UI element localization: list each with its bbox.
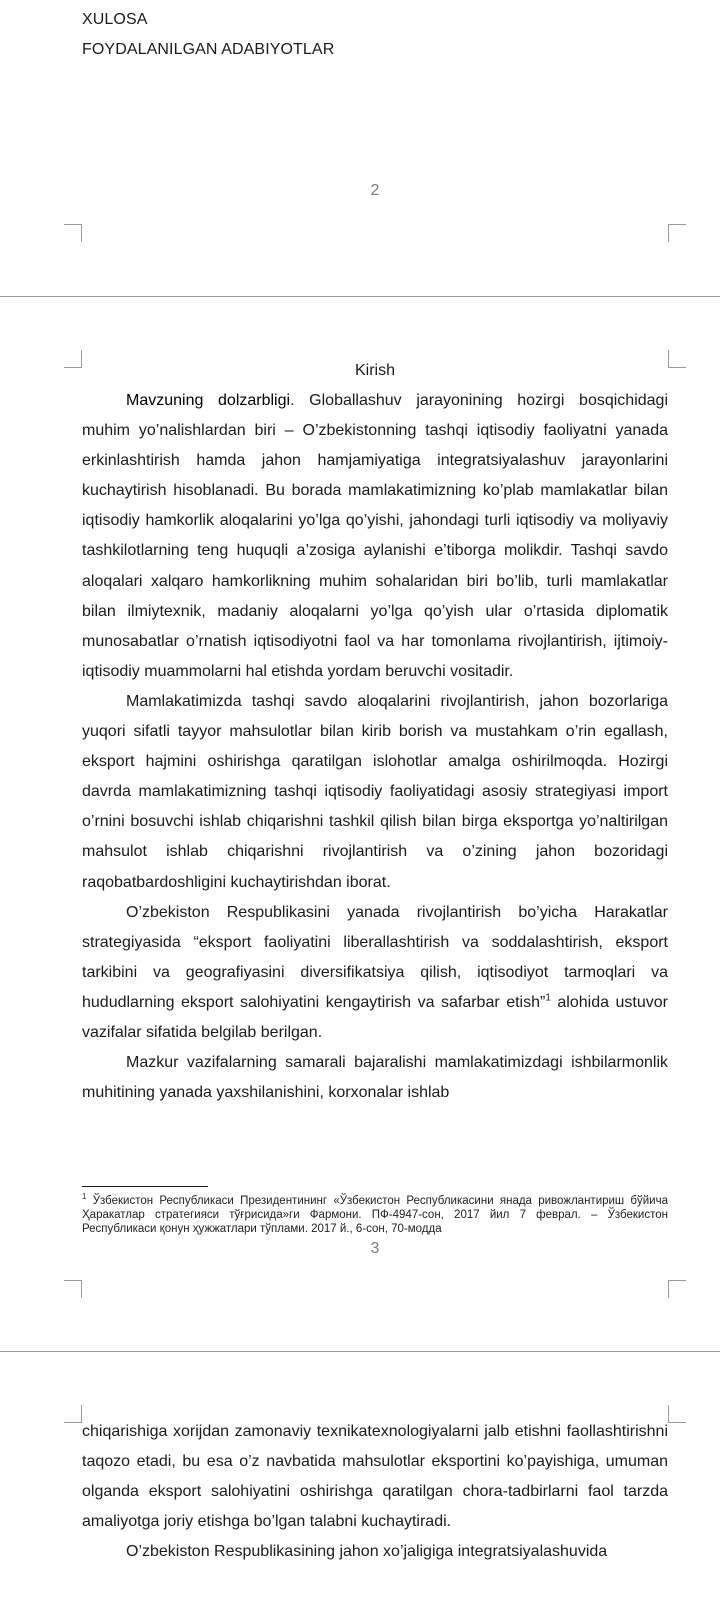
paragraph-lead: Mavzuning dolzarbligi — [126, 392, 291, 409]
crop-mark-bottom-right — [668, 224, 686, 242]
footnote-separator — [82, 1186, 208, 1187]
page-number: 3 — [370, 1240, 380, 1257]
toc-line-references: FOYDALANILGAN ADABIYOTLAR — [82, 41, 335, 58]
paragraph-continued: chiqarishiga xorijdan zamonaviy texnikatexnologiyalarni jalb etishni faollashtirishni taqozo etadi, bu esa o’z navbatida mahsulotlar eksportini ko’payishiga, umuman olganda eksport salohiyatini oshirishga qaratilgan chora-tadbirlarni faol tarzda amaliyotga joriy etishga bo’lgan talabni kuchaytiradi. — [82, 1423, 668, 1531]
crop-mark-bottom-left — [64, 1280, 82, 1298]
page-break-line — [0, 1351, 720, 1352]
page-3 — [0, 298, 720, 1351]
footnote-reference[interactable]: 1 — [545, 992, 551, 1004]
paragraph-1 — [82, 386, 668, 687]
crop-mark-top-left — [64, 1405, 82, 1423]
page-4 — [0, 1353, 720, 1600]
body-text — [82, 1417, 668, 1567]
page-2 — [0, 0, 720, 296]
footnote-mark: 1 — [82, 1192, 87, 1202]
paragraph-next: O’zbekiston Respublikasining jahon xo’jaligiga integratsiyalashuvida — [126, 1543, 608, 1561]
crop-mark-bottom-right — [668, 1280, 686, 1298]
footnote — [82, 1194, 668, 1236]
page-break-line — [0, 296, 720, 297]
paragraph-3-text: O’zbekiston Respublikasini yanada rivojlantirish bo’yicha Harakatlar strategiyasida “eksport faoliyatini liberallashtirish va soddalashtirish, eksport tarkibini va geografiyasini diversifikatsiya qilish, iqtisodiyot tarmoqlari va hududlarning eksport salohiyatini kengaytirish va safarbar etish” — [82, 903, 668, 1011]
paragraph-4: Mazkur vazifalarning samarali bajaralishi mamlakatimizdagi ishbilarmonlik muhitining yanada yaxshilanishini, korxonalar ishlab — [82, 1054, 668, 1102]
body-text — [82, 386, 668, 1108]
section-heading: Kirish — [354, 362, 395, 379]
crop-mark-bottom-left — [64, 224, 82, 242]
paragraph-3-tail: alohida ustuvor vazifalar sifatida belgilab berilgan. — [82, 993, 668, 1041]
paragraph-2: Mamlakatimizda tashqi savdo aloqalarini rivojlantirish, jahon bozorlariga yuqori sifatli tayyor mahsulotlar bilan kirib borish va mustahkam o’rin egallash, eksport hajmini oshirishga qaratilgan islohotlar amalga oshirilmoqda. Hozirgi davrda mamlakatimizning tashqi iqtisodiy faoliyatidagi asosiy strategiyasi import o’rnini bosuvchi ishlab chiqarishni tashkil qilish bilan birga eksportga yo’naltirilgan mahsulot ishlab chiqarishni rivojlantirish va o’zining jahon bozoridagi raqobatbardoshligini kuchaytirishdan iborat. — [82, 692, 668, 891]
crop-mark-top-right — [668, 1405, 686, 1423]
paragraph-3 — [82, 898, 668, 1048]
paragraph-1-text: . Globallashuv jarayonining hozirgi bosqichidagi muhim yo’nalishlardan biri – O’zbekistonning tashqi iqtisodiy faoliyatni yanada erkinlashtirish hamda jahon hamjamiyatiga integratsiyalashuv jarayonlarini kuchaytirish hisoblanadi. Bu borada mamlakatimizning ko’plab mamlakatlar bilan iqtisodiy hamkorlik aloqalarini yo’lga qo’yishi, jahondagi turli iqtisodiy va moliyaviy tashkilotlarning teng huquqli a’zosiga aylanishi e’tiborga molikdir. Tashqi savdo aloqalari xalqaro hamkorlikning muhim sohalaridan biri bo’lib, turli mamlakatlar bilan ilmiytexnik, madaniy aloqalarni yo’lga qo’yish ular o’rtasida diplomatik munosabatlar o’rnatish iqtisodiyotni faol va har tomonlama rivojlantirish, ijtimoiy-iqtisodiy muammolarni hal etishda yordam beruvchi vositadir. — [82, 392, 669, 680]
toc-line-xulosa: XULOSA — [82, 11, 148, 28]
footnote-text: Ўзбекистон Республикаси Президентининг «Ўзбекистон Республикасини янада ривожлантириш бўйича Ҳаракатлар стратегияси тўғрисида»ги Фармони. ПФ-4947-сон, 2017 йил 7 феврал. – Ўзбекистон Республикаси қонун ҳужжатлари тўплами. 2017 й., 6-сон, 70-модда — [82, 1195, 668, 1235]
page-number: 2 — [370, 182, 380, 199]
